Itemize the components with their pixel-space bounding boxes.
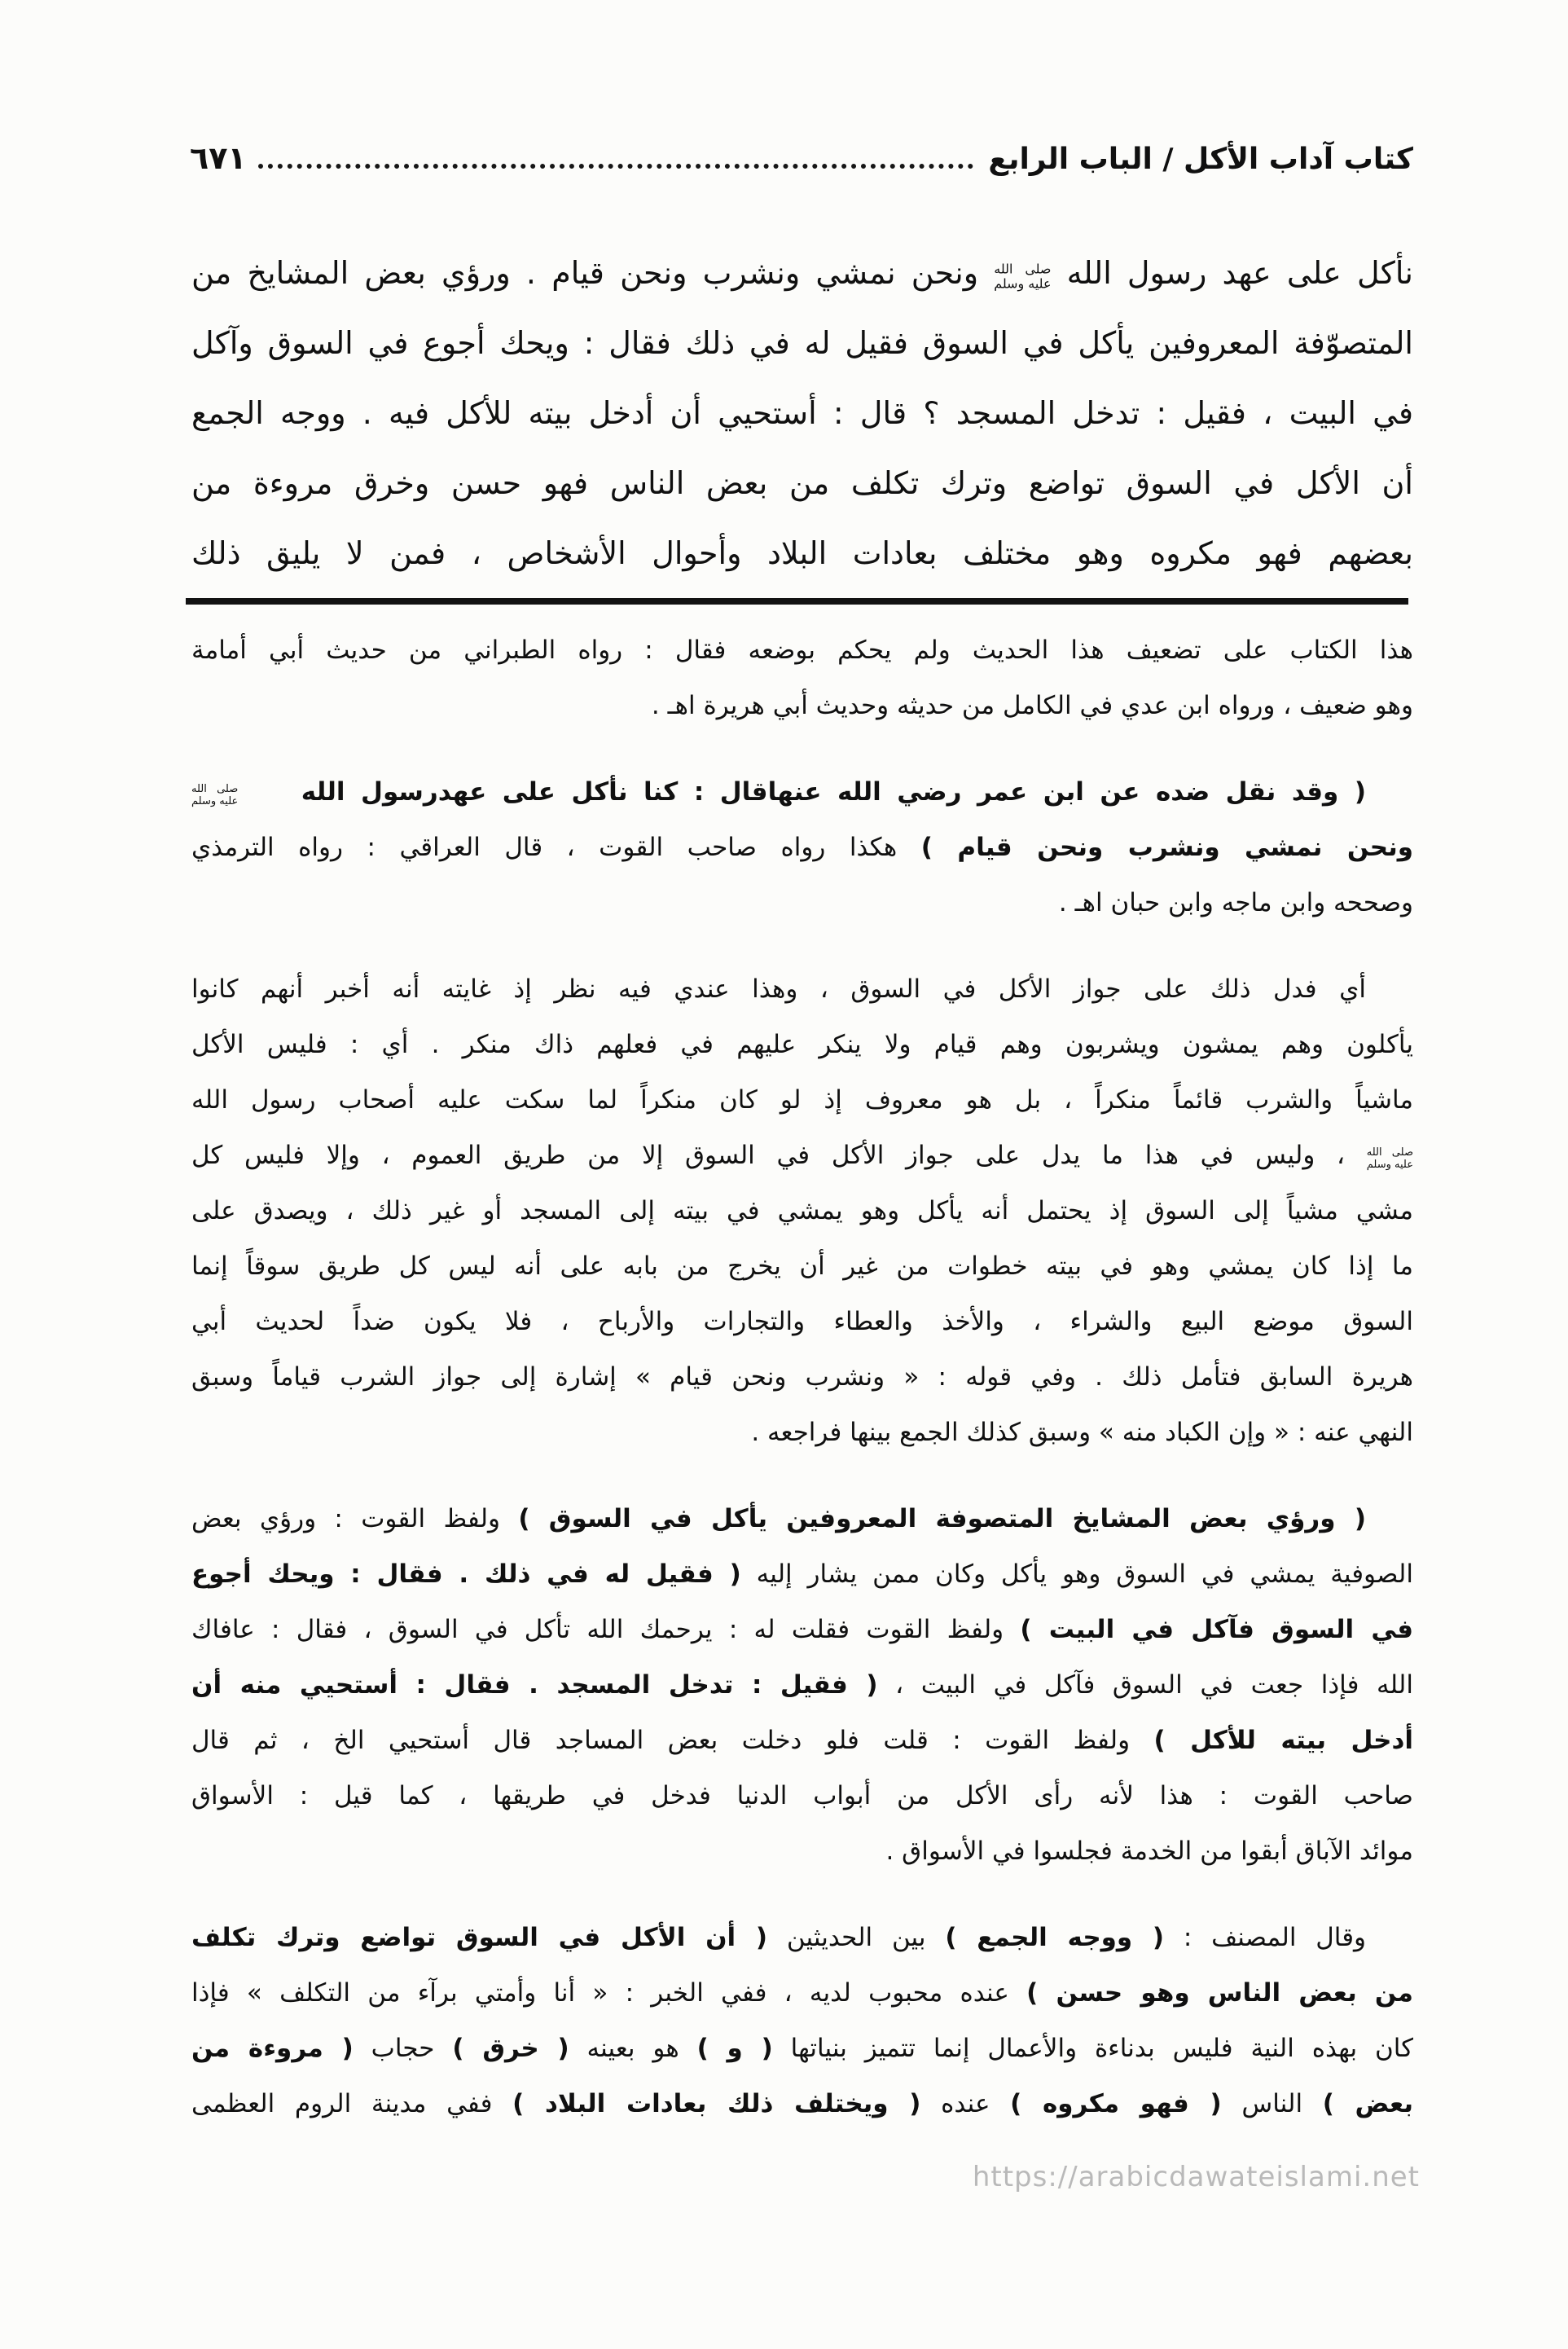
footnote-paragraph	[191, 1910, 1413, 2131]
text-segment: نأكل على عهد رسول الله	[1051, 255, 1413, 291]
honorific-icon: صلى الله عليه وسلم	[1366, 1146, 1413, 1171]
text-segment: هذا الكتاب على تضعيف هذا الحديث ولم يحكم بوضعه فقال : رواه الطبراني من حديث أبي أمامة	[191, 636, 1413, 665]
honorific-icon: صلى الله عليه وسلم	[994, 261, 1052, 292]
text-segment: وهو ضعيف ، ورواه ابن عدي في الكامل من حديثه وحديث أبي هريرة اهـ .	[651, 691, 1413, 720]
text-line	[191, 622, 1413, 678]
text-line	[191, 1602, 1413, 1657]
text-line	[191, 1713, 1413, 1768]
text-line	[191, 875, 1413, 930]
text-segment: أي فدل ذلك على جواز الأكل في السوق ، وهذا عندي فيه نظر إذ غايته أنه أخبر أنهم كانوا	[191, 974, 1366, 1004]
text-line	[191, 1128, 1413, 1183]
text-segment: موائد الآباق أبقوا من الخدمة فجلسوا في الأسواق .	[885, 1837, 1413, 1866]
text-segment: هكذا رواه صاحب القوت ، قال العراقي : رواه الترمذي	[191, 833, 921, 862]
text-line	[191, 1491, 1413, 1546]
footnote-paragraph	[191, 622, 1413, 733]
text-line	[191, 1405, 1413, 1460]
text-line	[191, 2021, 1413, 2076]
text-segment: أدخل بيته للأكل )	[1153, 1726, 1413, 1755]
main-text-block	[191, 238, 1413, 588]
text-line	[191, 1349, 1413, 1405]
text-segment: في السوق فآكل في البيت )	[1020, 1615, 1413, 1644]
page-header	[190, 135, 1413, 182]
footnote-separator-rule	[186, 598, 1408, 605]
text-line	[191, 378, 1413, 448]
dotted-leader	[258, 164, 974, 169]
text-segment: أن الأكل في السوق تواضع وترك تكلف من بعض الناس فهو حسن وخرق مروءة من	[191, 465, 1413, 501]
page-number: ٦٧١	[190, 140, 247, 176]
text-segment: الناس	[1221, 2089, 1323, 2118]
text-segment: ( مروءة من	[191, 2034, 354, 2063]
footnote-paragraph	[191, 764, 1413, 930]
text-segment: الله فإذا جعت في السوق فآكل في البيت ،	[877, 1670, 1413, 1700]
text-line	[191, 2076, 1413, 2131]
text-segment: من بعض الناس وهو حسن )	[1026, 1978, 1413, 2008]
text-line	[191, 1823, 1413, 1879]
text-line	[191, 1017, 1413, 1072]
text-line	[191, 1657, 1413, 1713]
text-line	[191, 1238, 1413, 1294]
text-segment: ، وليس في هذا ما يدل على جواز الأكل في السوق إلا من طريق العموم ، وإلا فليس كل	[191, 1141, 1367, 1170]
text-segment: يأكلون وهم يمشون ويشربون وهم قيام ولا ينكر عليهم في فعلهم ذاك منكر . أي : فليس الأكل	[191, 1030, 1413, 1059]
text-segment: مشي مشياً إلى السوق إذ يحتمل أنه يأكل وهو يمشي في بيته إلى المسجد أو غير ذلك ، ويصدق على	[191, 1196, 1413, 1225]
text-line	[191, 764, 1413, 820]
text-segment: ما إذا كان يمشي وهو في بيته خطوات من غير أن يخرج من بابه على أنه ليس كل طريق سوقاً إنما	[191, 1251, 1413, 1281]
footnote-paragraph	[191, 1491, 1413, 1879]
text-segment: ولفظ القوت : ورؤي بعض	[191, 1504, 519, 1533]
text-line	[191, 1768, 1413, 1823]
text-line	[191, 678, 1413, 733]
text-segment: ( ويختلف ذلك بعادات البلاد )	[512, 2089, 921, 2118]
honorific-icon: صلى الله عليه وسلم	[191, 782, 239, 807]
footnote-paragraph	[191, 961, 1413, 1460]
text-segment: عنده	[920, 2089, 1011, 2118]
text-line	[191, 1183, 1413, 1238]
text-segment: المتصوّفة المعروفين يأكل في السوق فقيل له في ذلك فقال : ويحك أجوع في السوق وآكل	[191, 325, 1413, 361]
text-segment: ( ووجه الجمع )	[945, 1923, 1165, 1952]
text-segment: حجاب	[353, 2034, 453, 2063]
watermark-url: https://arabicdawateislami.net	[972, 2161, 1420, 2193]
text-line	[191, 518, 1413, 588]
text-segment: هريرة السابق فتأمل ذلك . وفي قوله : « ونشرب ونحن قيام » إشارة إلى جواز الشرب قياماً وسبق	[191, 1362, 1413, 1392]
text-segment: ( فهو مكروه )	[1010, 2089, 1222, 2118]
text-segment: وقال المصنف :	[1164, 1923, 1366, 1952]
text-line	[191, 1294, 1413, 1349]
text-line	[191, 1546, 1413, 1602]
text-segment: ونحن نمشي ونشرب ونحن قيام . ورؤي بعض المشايخ من	[191, 255, 995, 291]
text-line	[191, 238, 1413, 308]
text-segment: النهي عنه : « وإن الكباد منه » وسبق كذلك الجمع بينها فراجعه .	[751, 1418, 1413, 1447]
text-line	[191, 1965, 1413, 2021]
text-segment: الصوفية يمشي في السوق وهو يأكل وكان ممن يشار إليه	[740, 1559, 1413, 1589]
text-segment: ( فقيل له في ذلك . فقال : ويحك أجوع	[191, 1559, 741, 1589]
text-segment: ( و )	[696, 2034, 773, 2063]
text-segment: هو بعينه	[569, 2034, 697, 2063]
text-segment: ونحن نمشي ونشرب ونحن قيام )	[920, 833, 1413, 862]
text-segment: بين الحديثين	[767, 1923, 946, 1952]
text-segment: ( خرق )	[452, 2034, 569, 2063]
text-segment: ( وقد نقل ضده عن ابن عمر رضي الله عنهاقال : كنا نأكل على عهدرسول الله	[285, 777, 1366, 807]
text-segment: ولفظ القوت : قلت فلو دخلت بعض المساجد قال أستحيي الخ ، ثم قال	[191, 1726, 1154, 1755]
text-segment: كان بهذه النية فليس بدناءة والأعمال إنما تتميز بنياتها	[772, 2034, 1413, 2063]
text-segment: ( أن الأكل في السوق تواضع وترك تكلف	[191, 1923, 768, 1952]
text-line	[191, 308, 1413, 378]
text-line	[191, 1072, 1413, 1128]
text-segment: ماشياً والشرب قائماً منكراً ، بل هو معروف إذ لو كان منكراً لما سكت عليه أصحاب رسول الله	[191, 1085, 1413, 1115]
text-segment: وصححه وابن ماجه وابن حبان اهـ .	[1058, 888, 1413, 917]
footnote-commentary-block	[191, 622, 1413, 2162]
text-line	[191, 1910, 1413, 1965]
text-segment: بعضهم فهو مكروه وهو مختلف بعادات البلاد وأحوال الأشخاص ، فمن لا يليق ذلك	[191, 535, 1413, 571]
text-segment: صاحب القوت : هذا لأنه رأى الأكل من أبواب الدنيا فدخل في طريقها ، كما قيل : الأسواق	[191, 1781, 1413, 1810]
text-segment: ففي مدينة الروم العظمى	[191, 2089, 513, 2118]
text-segment: السوق موضع البيع والشراء ، والأخذ والعطاء والتجارات والأرباح ، فلا يكون ضداً لحديث أبي	[191, 1307, 1413, 1336]
text-segment: ( ورؤي بعض المشايخ المتصوفة المعروفين يأكل في السوق )	[518, 1504, 1366, 1533]
text-line	[191, 820, 1413, 875]
text-segment: عنده محبوب لديه ، ففي الخبر : « أنا وأمتي برآء من التكلف » فإذا	[191, 1978, 1027, 2008]
text-segment: ( فقيل : تدخل المسجد . فقال : أستحيي منه أن	[191, 1670, 878, 1700]
chapter-title: كتاب آداب الأكل / الباب الرابع	[988, 143, 1413, 176]
text-segment: في البيت ، فقيل : تدخل المسجد ؟ قال : أستحيي أن أدخل بيته للأكل فيه . ووجه الجمع	[191, 395, 1413, 431]
text-line	[191, 961, 1413, 1017]
text-line	[191, 448, 1413, 518]
text-segment: ولفظ القوت فقلت له : يرحمك الله تأكل في السوق ، فقال : عافاك	[191, 1615, 1021, 1644]
text-segment: بعض )	[1322, 2089, 1413, 2118]
